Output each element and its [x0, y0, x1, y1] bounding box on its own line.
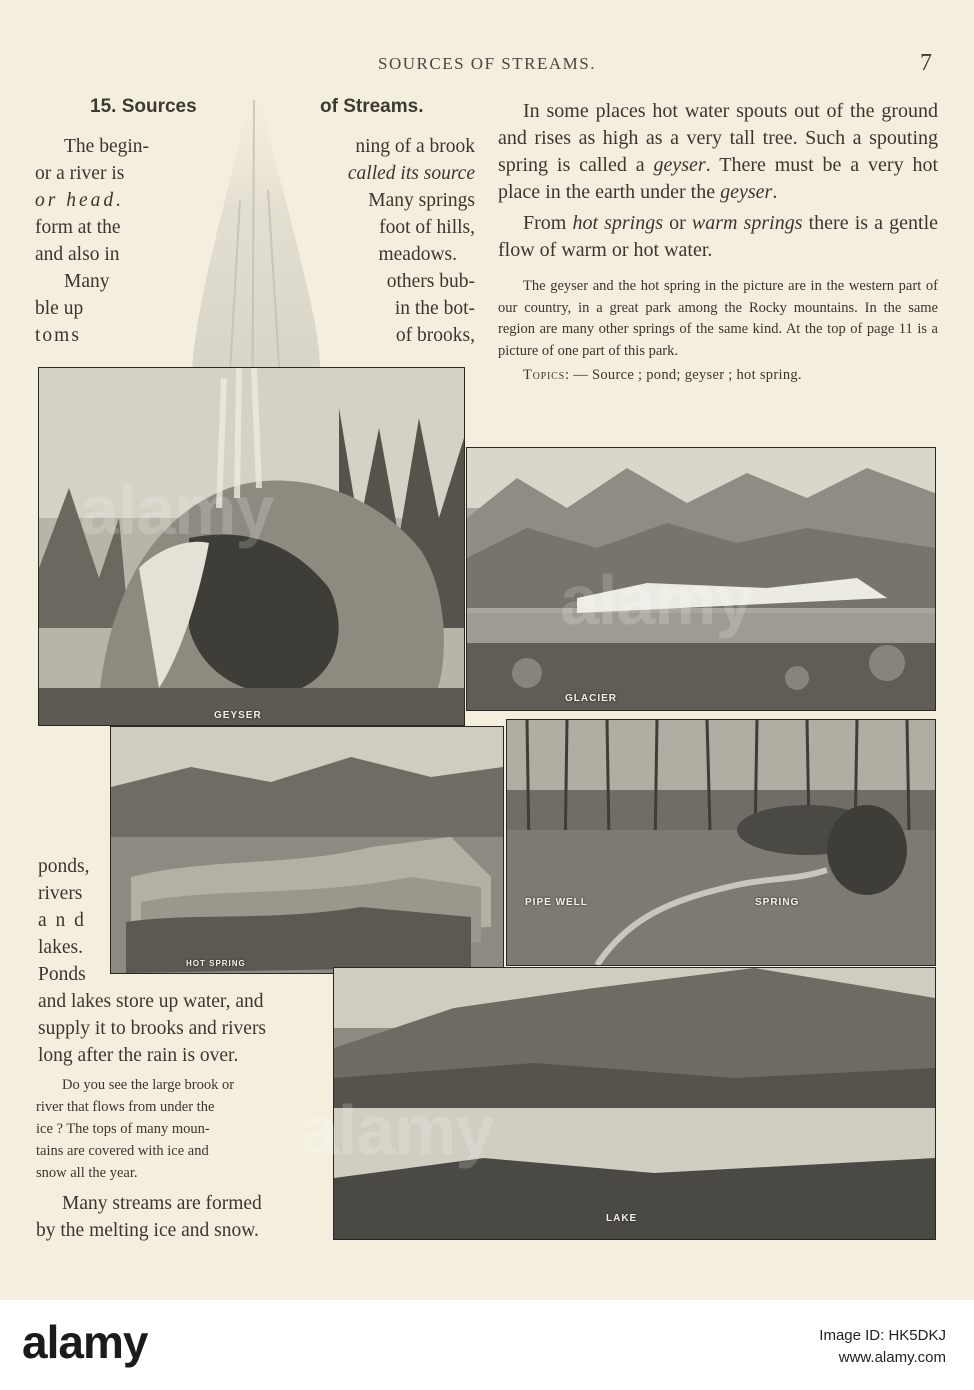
wrap-right-line: ning of a brook	[355, 136, 475, 157]
wrap-right-line: Many springs	[368, 190, 475, 211]
image-id: Image ID: HK5DKJ	[819, 1327, 946, 1344]
wrap-right-line: meadows.	[378, 244, 457, 265]
lower-left-note-line: Do you see the large brook or	[62, 1077, 235, 1093]
spring-illustration	[506, 719, 936, 966]
paragraph-hot-springs: From hot springs or warm springs there is a gentle flow of warm or hot water.	[498, 212, 939, 261]
lower-left-final-line: Many streams are formed	[62, 1193, 262, 1214]
lower-left-line: and lakes store up water, and	[38, 991, 264, 1012]
wrap-right-line: called its source	[347, 163, 475, 184]
running-title: SOURCES OF STREAMS.	[378, 54, 596, 73]
wrap-right-line: others bub-	[386, 271, 475, 292]
note-rocky-mountains: The geyser and the hot spring in the picture are in the western part of our country, in a great park among the Rocky mountains. In the same region are many other springs of the same kind. At the top of page 11 is a picture of one part of this park.	[498, 278, 938, 359]
page-number: 7	[920, 50, 932, 76]
lower-left-line: Ponds	[38, 964, 86, 985]
site-url: www.alamy.com	[838, 1349, 946, 1366]
alamy-logo: alamy	[22, 1316, 148, 1368]
lower-left-note-line: tains are covered with ice and	[36, 1143, 209, 1159]
wrap-left-line: Many	[64, 271, 110, 292]
wrap-left-line: form at the	[35, 217, 121, 238]
watermark-ghost: alamy	[80, 471, 274, 549]
lower-left-line: rivers	[38, 883, 83, 904]
lower-left-line: ponds,	[38, 856, 90, 877]
watermark-meta	[819, 1325, 946, 1369]
wrap-right-line: foot of hills,	[379, 217, 475, 238]
caption-lake: LAKE	[606, 1213, 638, 1224]
lower-left-note-line: river that flows from under the	[36, 1099, 215, 1115]
section-heading-title: of Streams.	[320, 96, 424, 117]
wrap-right-line: of brooks,	[395, 325, 475, 346]
watermark-ghost: alamy	[560, 561, 754, 639]
wrap-left-line: and also in	[35, 244, 120, 265]
caption-geyser: GEYSER	[214, 710, 262, 721]
lower-left-note-line: ice ? The tops of many moun-	[36, 1121, 210, 1137]
paragraph-geyser: In some places hot water spouts out of the ground and rises as high as a very tall tree. Such a spouting spring is called a geyser. There must be a very hot place in the earth under the geyser.	[498, 100, 939, 203]
section-heading-number: 15. Sources	[90, 96, 197, 117]
lower-left-line: a n d	[38, 910, 86, 931]
wrap-left-line: toms	[35, 325, 81, 346]
caption-glacier: GLACIER	[565, 693, 617, 704]
caption-pipe-well: PIPE WELL	[525, 897, 588, 908]
topics-line: Topics: — Source ; pond; geyser ; hot spring.	[523, 367, 802, 383]
wrap-left-line: or head.	[35, 190, 124, 211]
lower-left-note-line: snow all the year.	[36, 1165, 138, 1181]
wrap-left-line: or a river is	[35, 163, 125, 184]
right-column-text	[498, 98, 938, 389]
wrap-right-line: in the bot-	[394, 298, 475, 319]
watermark-ghost: alamy	[300, 1091, 494, 1169]
lower-left-line: lakes.	[38, 937, 83, 958]
wrap-left-line: The begin-	[64, 136, 150, 157]
lower-left-final-line: by the melting ice and snow.	[36, 1220, 259, 1241]
lower-left-line: supply it to brooks and rivers	[38, 1018, 267, 1039]
hot-spring-illustration	[110, 726, 504, 974]
caption-hot-spring: HOT SPRING	[186, 959, 246, 968]
wrap-left-line: ble up	[35, 298, 84, 319]
lower-left-line: long after the rain is over.	[38, 1045, 239, 1066]
caption-spring: SPRING	[755, 897, 800, 908]
